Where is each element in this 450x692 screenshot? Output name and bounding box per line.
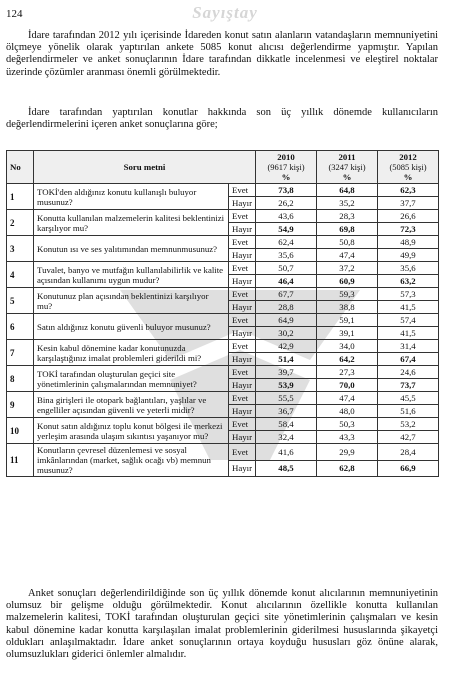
answer-label: Evet xyxy=(228,444,255,461)
percentage-cell: 50,8 xyxy=(317,236,378,249)
answer-label: Hayır xyxy=(228,223,255,236)
percentage-cell: 54,9 xyxy=(256,223,317,236)
table-row-evet xyxy=(7,366,439,379)
question-text: Konut satın aldığınız toplu konut bölgesi ile merkezi yerleşim arasında ulaşım sıkıntısı yaşanıyor mu? xyxy=(34,418,229,444)
answer-label: Evet xyxy=(228,392,255,405)
conclusion-paragraph: Anket sonuçları değerlendirildiğinde son üç yıllık dönemde konut alıcılarının memnuniyetinin olumsuz bir gelişme olduğu görülmektedir. Konut alıcılarının özellikle konutta kullanılan malzemelerin kalitesi, TOKİ tarafından oluşturulan geçici site yönetimlerinin çalışmaları ve kesin kabul dönemine kadar konutta karşılaşılan imalat problemlerinin giderilmesi hususlarında şikayetçi oldukları anlaşılmaktadır. İdare anket sonuçlarının ortaya koyduğu hususları göz önüne alarak, olumsuzlukları giderici önlemler almalıdır. xyxy=(6,588,438,661)
table-row-evet xyxy=(7,288,439,301)
question-text: Konutunuz plan açısından beklentinizi karşılıyor mu? xyxy=(34,288,229,314)
question-number: 2 xyxy=(7,210,34,236)
answer-label: Hayır xyxy=(228,301,255,314)
percentage-cell: 28,8 xyxy=(256,301,317,314)
percentage-cell: 58,4 xyxy=(256,418,317,431)
percentage-cell: 36,7 xyxy=(256,405,317,418)
percentage-cell: 73,7 xyxy=(378,379,439,392)
percentage-cell: 70,0 xyxy=(317,379,378,392)
percentage-cell: 35,6 xyxy=(256,249,317,262)
percentage-cell: 53,9 xyxy=(256,379,317,392)
question-text: TOKİ'den aldığınız konutu kullanışlı buluyor musunuz? xyxy=(34,184,229,210)
header-year-2010 xyxy=(256,151,317,184)
percentage-cell: 49,9 xyxy=(378,249,439,262)
percentage-cell: 28,4 xyxy=(378,444,439,461)
table-row-evet xyxy=(7,210,439,223)
percentage-cell: 64,2 xyxy=(317,353,378,366)
percentage-cell: 48,9 xyxy=(378,236,439,249)
answer-label: Hayır xyxy=(228,405,255,418)
table-row-evet xyxy=(7,184,439,197)
answer-label: Evet xyxy=(228,366,255,379)
question-text: Konutta kullanılan malzemelerin kalitesi beklentinizi karşılıyor mu? xyxy=(34,210,229,236)
table-row-evet xyxy=(7,418,439,431)
percentage-cell: 67,7 xyxy=(256,288,317,301)
table-row-evet xyxy=(7,262,439,275)
header-question: Soru metni xyxy=(34,151,256,184)
percentage-cell: 46,4 xyxy=(256,275,317,288)
percentage-cell: 51,6 xyxy=(378,405,439,418)
table-row-evet xyxy=(7,392,439,405)
percentage-cell: 57,4 xyxy=(378,314,439,327)
percentage-cell: 24,6 xyxy=(378,366,439,379)
question-number: 10 xyxy=(7,418,34,444)
respondent-count: (5085 kişi) xyxy=(389,162,427,172)
percentage-cell: 31,4 xyxy=(378,340,439,353)
percentage-cell: 32,4 xyxy=(256,431,317,444)
question-number: 4 xyxy=(7,262,34,288)
percentage-cell: 29,9 xyxy=(317,444,378,461)
percentage-cell: 53,2 xyxy=(378,418,439,431)
answer-label: Hayır xyxy=(228,327,255,340)
percentage-cell: 35,2 xyxy=(317,197,378,210)
answer-label: Evet xyxy=(228,340,255,353)
header-year-2012 xyxy=(378,151,439,184)
percentage-cell: 26,2 xyxy=(256,197,317,210)
table-row-evet xyxy=(7,444,439,461)
answer-label: Hayır xyxy=(228,353,255,366)
percentage-cell: 62,4 xyxy=(256,236,317,249)
percentage-cell: 37,7 xyxy=(378,197,439,210)
intro-paragraph: İdare tarafından 2012 yılı içerisinde İdareden konut satın alanların vatandaşların memnuniyetini ölçmeye yönelik olarak yaptırılan ankete 5085 konut alıcısı değerlendirme yapmıştır. Yapılan değerlendirmeler ve anket sonuçlarının İdare tarafından dikkatle incelenmesi ve eleştirel noktalar üzerinde çözümler aranması önemli görülmektedir. xyxy=(6,30,438,78)
percentage-cell: 66,9 xyxy=(378,460,439,477)
table-intro-paragraph: İdare tarafından yaptırılan konutlar hakkında son üç yıllık dönemde kullanıcıların değerlendirmelerini içeren anket sonuçlarına göre; xyxy=(6,107,438,131)
year-label: 2012 xyxy=(399,152,417,162)
question-number: 7 xyxy=(7,340,34,366)
question-number: 1 xyxy=(7,184,34,210)
question-number: 11 xyxy=(7,444,34,477)
percentage-cell: 43,6 xyxy=(256,210,317,223)
unit-label: % xyxy=(342,172,352,182)
question-number: 9 xyxy=(7,392,34,418)
percentage-cell: 28,3 xyxy=(317,210,378,223)
percentage-cell: 48,0 xyxy=(317,405,378,418)
percentage-cell: 50,3 xyxy=(317,418,378,431)
percentage-cell: 59,3 xyxy=(317,288,378,301)
answer-label: Hayır xyxy=(228,275,255,288)
percentage-cell: 35,6 xyxy=(378,262,439,275)
answer-label: Hayır xyxy=(228,197,255,210)
year-label: 2011 xyxy=(338,152,356,162)
percentage-cell: 55,5 xyxy=(256,392,317,405)
header-year-2011 xyxy=(317,151,378,184)
percentage-cell: 62,8 xyxy=(317,460,378,477)
percentage-cell: 38,8 xyxy=(317,301,378,314)
question-text: Konutların çevresel düzenlemesi ve sosyal imkânlarından (market, sağlık ocağı vb) memnun musunuz? xyxy=(34,444,229,477)
question-text: Satın aldığınız konutu güvenli buluyor musunuz? xyxy=(34,314,229,340)
question-text: Konutun ısı ve ses yalıtımından memnunmusunuz? xyxy=(34,236,229,262)
percentage-cell: 41,6 xyxy=(256,444,317,461)
percentage-cell: 39,1 xyxy=(317,327,378,340)
answer-label: Hayır xyxy=(228,379,255,392)
percentage-cell: 47,4 xyxy=(317,392,378,405)
table-row-evet xyxy=(7,236,439,249)
percentage-cell: 64,8 xyxy=(317,184,378,197)
answer-label: Hayır xyxy=(228,460,255,477)
question-number: 3 xyxy=(7,236,34,262)
answer-label: Evet xyxy=(228,210,255,223)
percentage-cell: 39,7 xyxy=(256,366,317,379)
percentage-cell: 73,8 xyxy=(256,184,317,197)
answer-label: Hayır xyxy=(228,431,255,444)
header-no: No xyxy=(7,151,34,184)
percentage-cell: 41,5 xyxy=(378,327,439,340)
answer-label: Evet xyxy=(228,418,255,431)
percentage-cell: 42,7 xyxy=(378,431,439,444)
percentage-cell: 63,2 xyxy=(378,275,439,288)
respondent-count: (3247 kişi) xyxy=(328,162,366,172)
percentage-cell: 42,9 xyxy=(256,340,317,353)
answer-label: Evet xyxy=(228,288,255,301)
percentage-cell: 72,3 xyxy=(378,223,439,236)
unit-label: % xyxy=(403,172,413,182)
percentage-cell: 57,3 xyxy=(378,288,439,301)
table-header-row xyxy=(7,151,439,184)
percentage-cell: 45,5 xyxy=(378,392,439,405)
answer-label: Evet xyxy=(228,262,255,275)
table-row-evet xyxy=(7,314,439,327)
question-text: TOKİ tarafından oluşturulan geçici site yönetimlerinin çalışmalarından memnuniyet? xyxy=(34,366,229,392)
percentage-cell: 34,0 xyxy=(317,340,378,353)
answer-label: Evet xyxy=(228,236,255,249)
percentage-cell: 27,3 xyxy=(317,366,378,379)
year-label: 2010 xyxy=(277,152,295,162)
page-number: 124 xyxy=(6,8,23,20)
percentage-cell: 62,3 xyxy=(378,184,439,197)
answer-label: Hayır xyxy=(228,249,255,262)
percentage-cell: 30,2 xyxy=(256,327,317,340)
survey-table xyxy=(6,150,439,477)
percentage-cell: 64,9 xyxy=(256,314,317,327)
percentage-cell: 51,4 xyxy=(256,353,317,366)
respondent-count: (9617 kişi) xyxy=(267,162,305,172)
percentage-cell: 43,3 xyxy=(317,431,378,444)
percentage-cell: 47,4 xyxy=(317,249,378,262)
unit-label: % xyxy=(281,172,291,182)
answer-label: Evet xyxy=(228,184,255,197)
percentage-cell: 26,6 xyxy=(378,210,439,223)
question-text: Bina girişleri ile otopark bağlantıları, yaşlılar ve engelliler açısından güvenli ve yeterli midir? xyxy=(34,392,229,418)
percentage-cell: 50,7 xyxy=(256,262,317,275)
percentage-cell: 60,9 xyxy=(317,275,378,288)
survey-table-body xyxy=(7,184,439,477)
question-text: Tuvalet, banyo ve mutfağın kullanılabilirlik ve kalite açısından kullanımı uygun mudur? xyxy=(34,262,229,288)
percentage-cell: 41,5 xyxy=(378,301,439,314)
question-text: Kesin kabul dönemine kadar konutunuzda karşılaştığınız imalat problemleri giderildi mi? xyxy=(34,340,229,366)
percentage-cell: 69,8 xyxy=(317,223,378,236)
header-title: Sayıştay xyxy=(192,3,258,22)
question-number: 6 xyxy=(7,314,34,340)
percentage-cell: 67,4 xyxy=(378,353,439,366)
percentage-cell: 48,5 xyxy=(256,460,317,477)
table-row-evet xyxy=(7,340,439,353)
question-number: 5 xyxy=(7,288,34,314)
question-number: 8 xyxy=(7,366,34,392)
percentage-cell: 37,2 xyxy=(317,262,378,275)
answer-label: Evet xyxy=(228,314,255,327)
percentage-cell: 59,1 xyxy=(317,314,378,327)
